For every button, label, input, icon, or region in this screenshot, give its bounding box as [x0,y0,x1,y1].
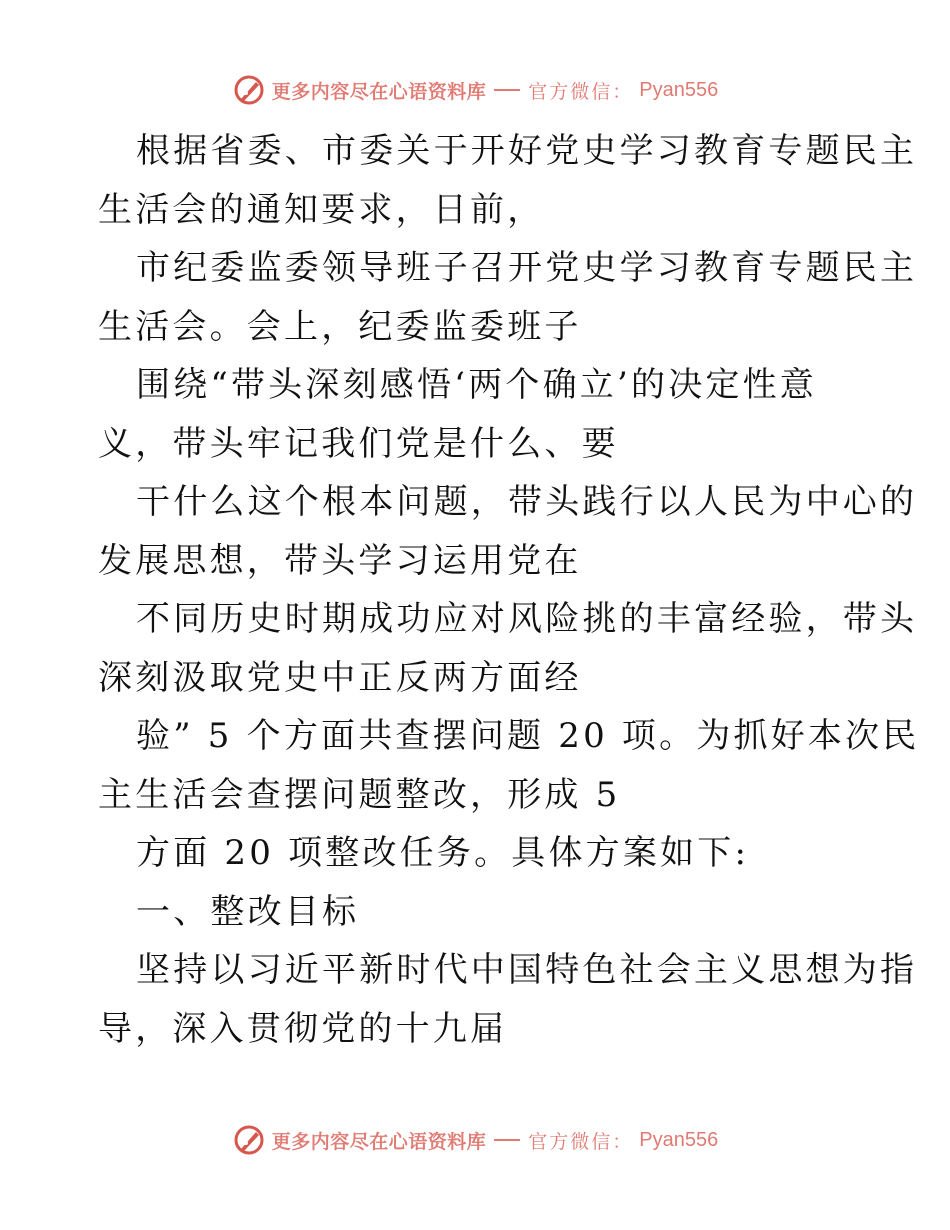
watermark-id: Pyan556 [639,78,719,101]
body-line: 干什么这个根本问题，带头践行以人民为中心的 [136,482,918,522]
body-line: 发展思想，带头学习运用党在 [98,540,582,581]
body-line: 不同历史时期成功应对风险挑的丰富经验，带头 [136,599,918,639]
body-line: 根据省委、市委关于开好党史学习教育专题民主 [136,131,918,171]
watermark-text: 更多内容尽在心语资料库 [271,1130,487,1153]
pen-logo-icon [232,73,266,107]
body-line: 主生活会查摆问题整改，形成 5 [98,774,621,815]
pen-logo-icon [232,1123,266,1157]
watermark-label: 官方微信： [528,1130,634,1153]
section-heading: 一、整改目标 [136,891,360,932]
watermark-id: Pyan556 [639,1128,719,1151]
body-line: 围绕“带头深刻感悟‘两个确立’的决定性意 [136,365,817,405]
body-line: 义，带头牢记我们党是什么、要 [98,423,619,464]
watermark-label: 官方微信： [528,80,634,103]
body-line: 方面 20 项整改任务。具体方案如下: [136,833,750,873]
watermark-dash [494,1139,520,1141]
header-watermark [0,70,950,110]
body-line: 导，深入贯彻党的十九届 [98,1008,508,1049]
watermark-text: 更多内容尽在心语资料库 [271,80,487,103]
document-body [98,122,920,1058]
body-line: 深刻汲取党史中正反两方面经 [98,657,582,698]
footer-watermark [0,1120,950,1160]
watermark-dash [494,89,520,91]
body-line: 生活会。会上，纪委监委班子 [98,306,582,347]
body-line: 生活会的通知要求，日前， [98,189,545,230]
body-line: 坚持以习近平新时代中国特色社会主义思想为指 [136,950,918,990]
body-line: 验” 5 个方面共查摆问题 20 项。为抓好本次民 [136,716,920,756]
body-line: 市纪委监委领导班子召开党史学习教育专题民主 [136,248,918,288]
